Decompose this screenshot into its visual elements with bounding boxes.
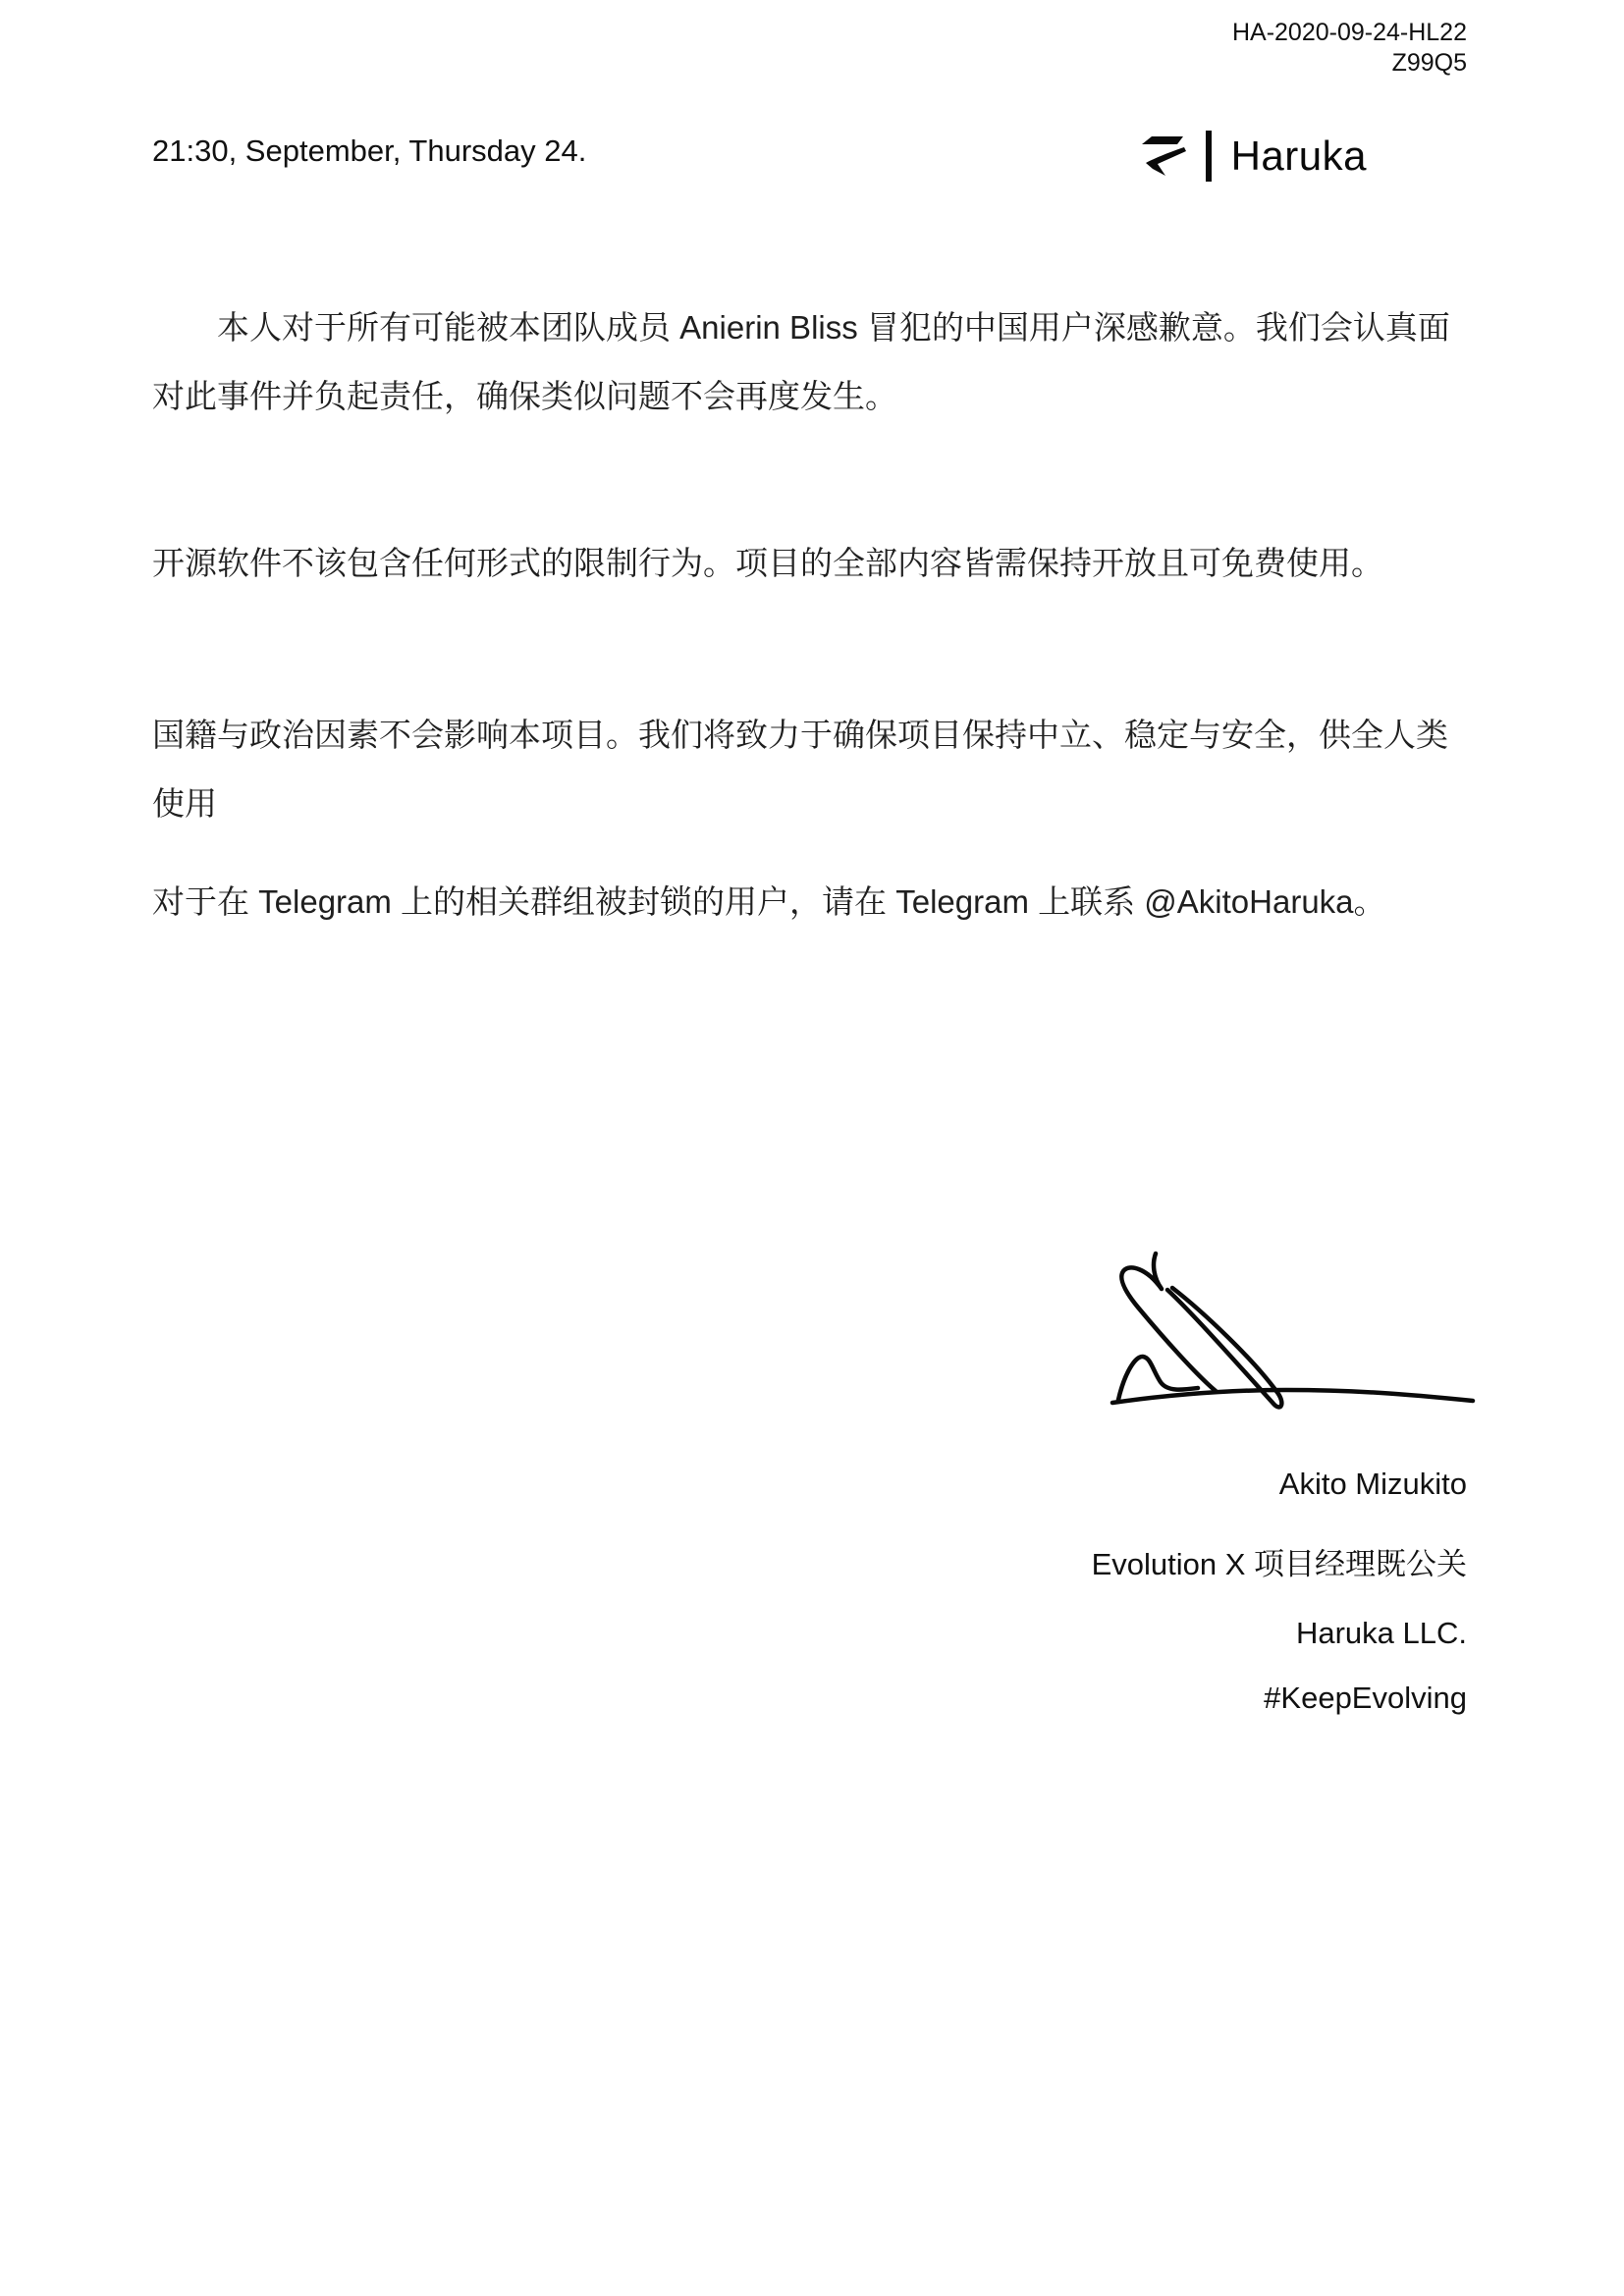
reference-subcode: Z99Q5 — [1391, 49, 1467, 77]
reference-code: HA-2020-09-24-HL22 — [1231, 19, 1467, 46]
signer-name: Akito Mizukito — [1278, 1467, 1467, 1501]
paragraph-open-source: 开源软件不该包含任何形式的限制行为。项目的全部内容皆需保持开放且可免费使用。 — [152, 545, 1383, 581]
signer-tagline: #KeepEvolving — [1264, 1681, 1467, 1715]
paragraph-neutrality: 国籍与政治因素不会影响本项目。我们将致力于确保项目保持中立、稳定与安全，供全人类使用 — [152, 717, 1448, 822]
logo-divider-bar — [1206, 131, 1212, 182]
handwritten-signature-icon — [1070, 1227, 1483, 1443]
haruka-logo-mark-icon — [1141, 136, 1186, 176]
signer-title: Evolution X 项目经理既公关 — [1091, 1547, 1467, 1581]
signer-company: Haruka LLC. — [1295, 1616, 1467, 1650]
paragraph-telegram-contact: 对于在 Telegram 上的相关群组被封锁的用户，请在 Telegram 上联系 @AkitoHaruka。 — [152, 883, 1386, 920]
reference-block — [1232, 18, 1467, 79]
logo-brand-text: Haruka — [1230, 133, 1367, 179]
paragraph-apology: 本人对于所有可能被本团队成员 Anierin Bliss 冒犯的中国用户深感歉意。我们会认真面对此事件并负起责任，确保类似问题不会再度发生。 — [152, 309, 1450, 414]
date-line: 21:30, September, Thursday 24. — [152, 133, 587, 168]
haruka-logo — [1141, 126, 1367, 187]
